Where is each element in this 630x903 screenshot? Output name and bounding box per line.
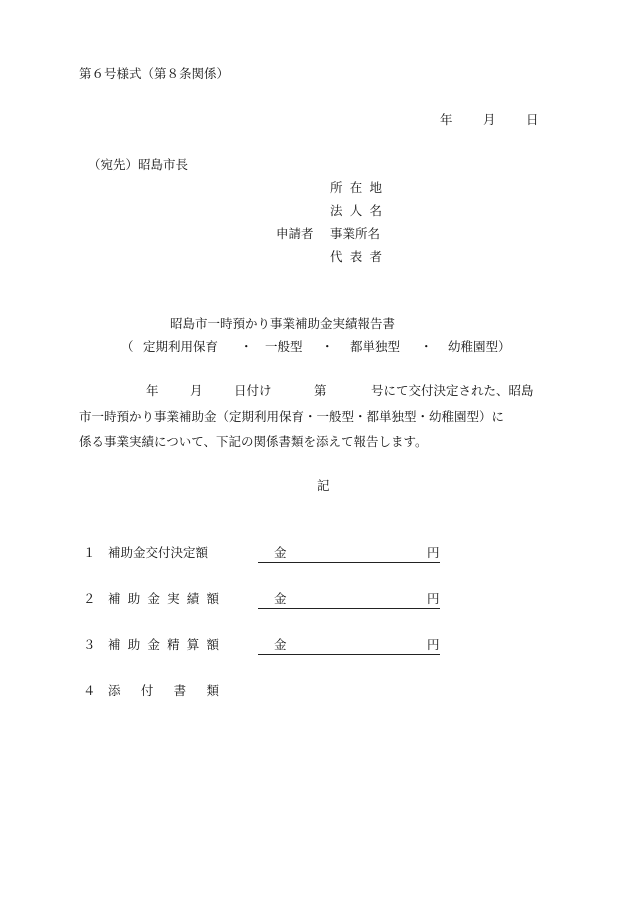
date-month-label: 月 — [483, 112, 496, 127]
body-line-3: 係る事業実績について、下記の関係書類を添えて報告します。 — [79, 434, 428, 449]
item-number: ４ — [83, 683, 96, 698]
subtitle-option-teiki: 定期利用保育 — [143, 339, 219, 354]
item-kin-prefix: 金 — [274, 545, 287, 560]
item-number: １ — [83, 545, 96, 560]
item-number: ３ — [83, 637, 96, 652]
date-year-label: 年 — [440, 112, 453, 127]
field-corp-name-label: 法 人 名 — [330, 203, 382, 218]
subtitle-separator: ・ — [321, 339, 334, 354]
body-dai-label: 第 — [314, 383, 327, 398]
item-label-jisseki: 補 助 金 実 績 額 — [108, 591, 219, 606]
body-year-label: 年 — [146, 383, 159, 398]
report-title: 昭島市一時預かり事業補助金実績報告書 — [170, 316, 396, 331]
date-day-label: 日 — [526, 112, 539, 127]
subtitle-option-youchien: 幼稚園型） — [448, 339, 511, 354]
field-representative-label: 代 表 者 — [330, 249, 382, 264]
item-en-suffix: 円 — [427, 637, 440, 652]
body-line-2: 市一時預かり事業補助金（定期利用保育・一般型・都単独型・幼稚園型）に — [79, 409, 505, 424]
item-number: ２ — [83, 591, 96, 606]
item-en-suffix: 円 — [427, 545, 440, 560]
amount-underline — [258, 608, 440, 609]
field-address-label: 所 在 地 — [330, 180, 382, 195]
amount-underline — [258, 562, 440, 563]
subtitle-option-ippan: 一般型 — [265, 339, 303, 354]
report-subtitle — [0, 341, 630, 355]
ki-heading: 記 — [317, 478, 330, 493]
item-kin-prefix: 金 — [274, 591, 287, 606]
applicant-label: 申請者 — [276, 226, 314, 241]
subtitle-open-paren: （ — [121, 339, 134, 354]
body-line-1-rest: 号にて交付決定された、昭島 — [371, 383, 534, 398]
body-month-label: 月 — [190, 383, 203, 398]
form-number: 第６号様式（第８条関係） — [79, 66, 230, 81]
addressee: （宛先）昭島市長 — [88, 157, 189, 172]
subtitle-option-todokudoku: 都単独型 — [350, 339, 401, 354]
item-label-seisan: 補 助 金 精 算 額 — [108, 637, 219, 652]
field-business-name-label: 事業所名 — [330, 226, 381, 241]
body-line-1 — [0, 385, 630, 399]
item-kin-prefix: 金 — [274, 637, 287, 652]
item-en-suffix: 円 — [427, 591, 440, 606]
amount-underline — [258, 654, 440, 655]
subtitle-separator: ・ — [240, 339, 253, 354]
subtitle-separator: ・ — [420, 339, 433, 354]
item-label-kofu-kettei: 補助金交付決定額 — [108, 545, 209, 560]
body-date-label: 日付け — [234, 383, 272, 398]
item-label-attachments: 添 付 書 類 — [108, 683, 219, 698]
